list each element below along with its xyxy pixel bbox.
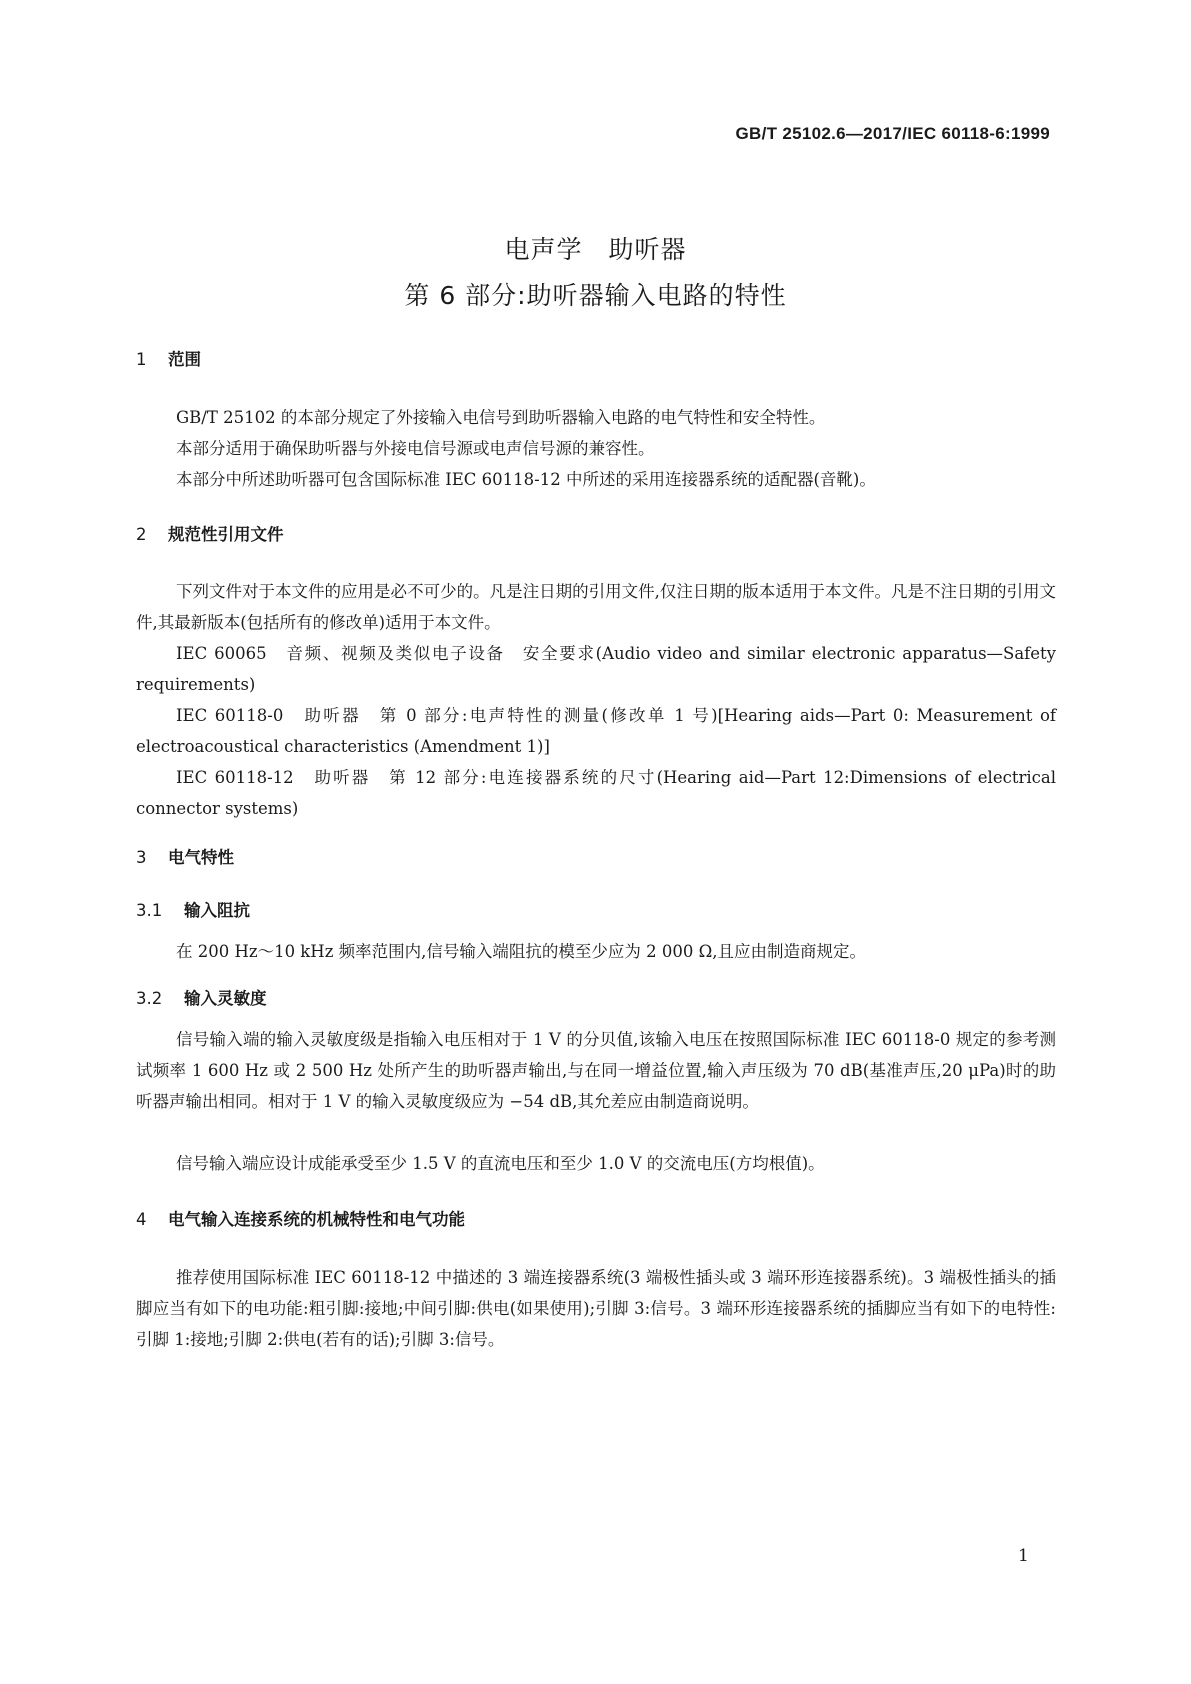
paragraph: 本部分适用于确保助听器与外接电信号源或电声信号源的兼容性。 [176, 439, 655, 458]
document-title-line2: 第 6 部分:助听器输入电路的特性 [404, 281, 787, 310]
section-number: 3.1 [136, 901, 163, 920]
paragraph: 推荐使用国际标准 IEC 60118-12 中描述的 3 端连接器系统(3 端极性插头或 3 端环形连接器系统)。3 端极性插头的插脚应当有如下的电功能:粗引脚:接地;中间引脚:供电(如果使用);引脚 3:信号。3 端环形连接器系统的插脚应当有如下的电特性:引脚 1:接地;引脚 2:供电(若有的话);引脚 3:信号。 [136, 1268, 1056, 1349]
section-title: 电气特性 [168, 848, 234, 867]
section-number: 2 [136, 525, 147, 544]
section-title: 输入灵敏度 [184, 989, 267, 1008]
reference-item: IEC 60065 音频、视频及类似电子设备 安全要求(Audio video and similar electronic apparatus—Safety requirements) [136, 644, 1056, 694]
paragraph: 下列文件对于本文件的应用是必不可少的。凡是注日期的引用文件,仅注日期的版本适用于本文件。凡是不注日期的引用文件,其最新版本(包括所有的修改单)适用于本文件。 [136, 582, 1056, 632]
paragraph: 在 200 Hz～10 kHz 频率范围内,信号输入端阻抗的模至少应为 2 000 Ω,且应由制造商规定。 [176, 942, 867, 961]
section-title: 电气输入连接系统的机械特性和电气功能 [168, 1210, 465, 1229]
section-4-heading [136, 1206, 465, 1230]
section-number: 3 [136, 848, 147, 867]
section-title: 范围 [168, 350, 201, 369]
section-3-1-heading [136, 897, 250, 921]
reference-item: IEC 60118-12 助听器 第 12 部分:电连接器系统的尺寸(Hearing aid—Part 12:Dimensions of electrical connector systems) [136, 768, 1056, 818]
paragraph: 信号输入端的输入灵敏度级是指输入电压相对于 1 V 的分贝值,该输入电压在按照国际标准 IEC 60118-0 规定的参考测试频率 1 600 Hz 或 2 500 Hz 处所产生的助听器声输出,与在同一增益位置,输入声压级为 70 dB(基准声压,20 μPa)时的助听器声输出相同。相对于 1 V 的输入灵敏度级应为 −54 dB,其允差应由制造商说明。 [136, 1030, 1056, 1111]
section-3-2-heading [136, 985, 267, 1009]
section-title: 输入阻抗 [184, 901, 250, 920]
paragraph: 信号输入端应设计成能承受至少 1.5 V 的直流电压和至少 1.0 V 的交流电压(方均根值)。 [176, 1154, 825, 1173]
section-1-heading [136, 346, 201, 370]
section-number: 4 [136, 1210, 147, 1229]
paragraph: 本部分中所述助听器可包含国际标准 IEC 60118-12 中所述的采用连接器系统的适配器(音靴)。 [176, 470, 876, 489]
reference-item: IEC 60118-0 助听器 第 0 部分:电声特性的测量(修改单 1 号)[Hearing aids—Part 0: Measurement of electroacoustical characteristics (Amendment 1)] [136, 706, 1056, 756]
standard-code-header: GB/T 25102.6—2017/IEC 60118-6:1999 [735, 124, 1050, 143]
section-3-heading [136, 844, 234, 868]
document-title-line1: 电声学 助听器 [504, 235, 687, 264]
section-2-heading [136, 521, 284, 545]
section-number: 3.2 [136, 989, 163, 1008]
section-title: 规范性引用文件 [168, 525, 284, 544]
section-number: 1 [136, 350, 147, 369]
page-number: 1 [1018, 1546, 1029, 1566]
paragraph: GB/T 25102 的本部分规定了外接输入电信号到助听器输入电路的电气特性和安全特性。 [176, 408, 826, 427]
